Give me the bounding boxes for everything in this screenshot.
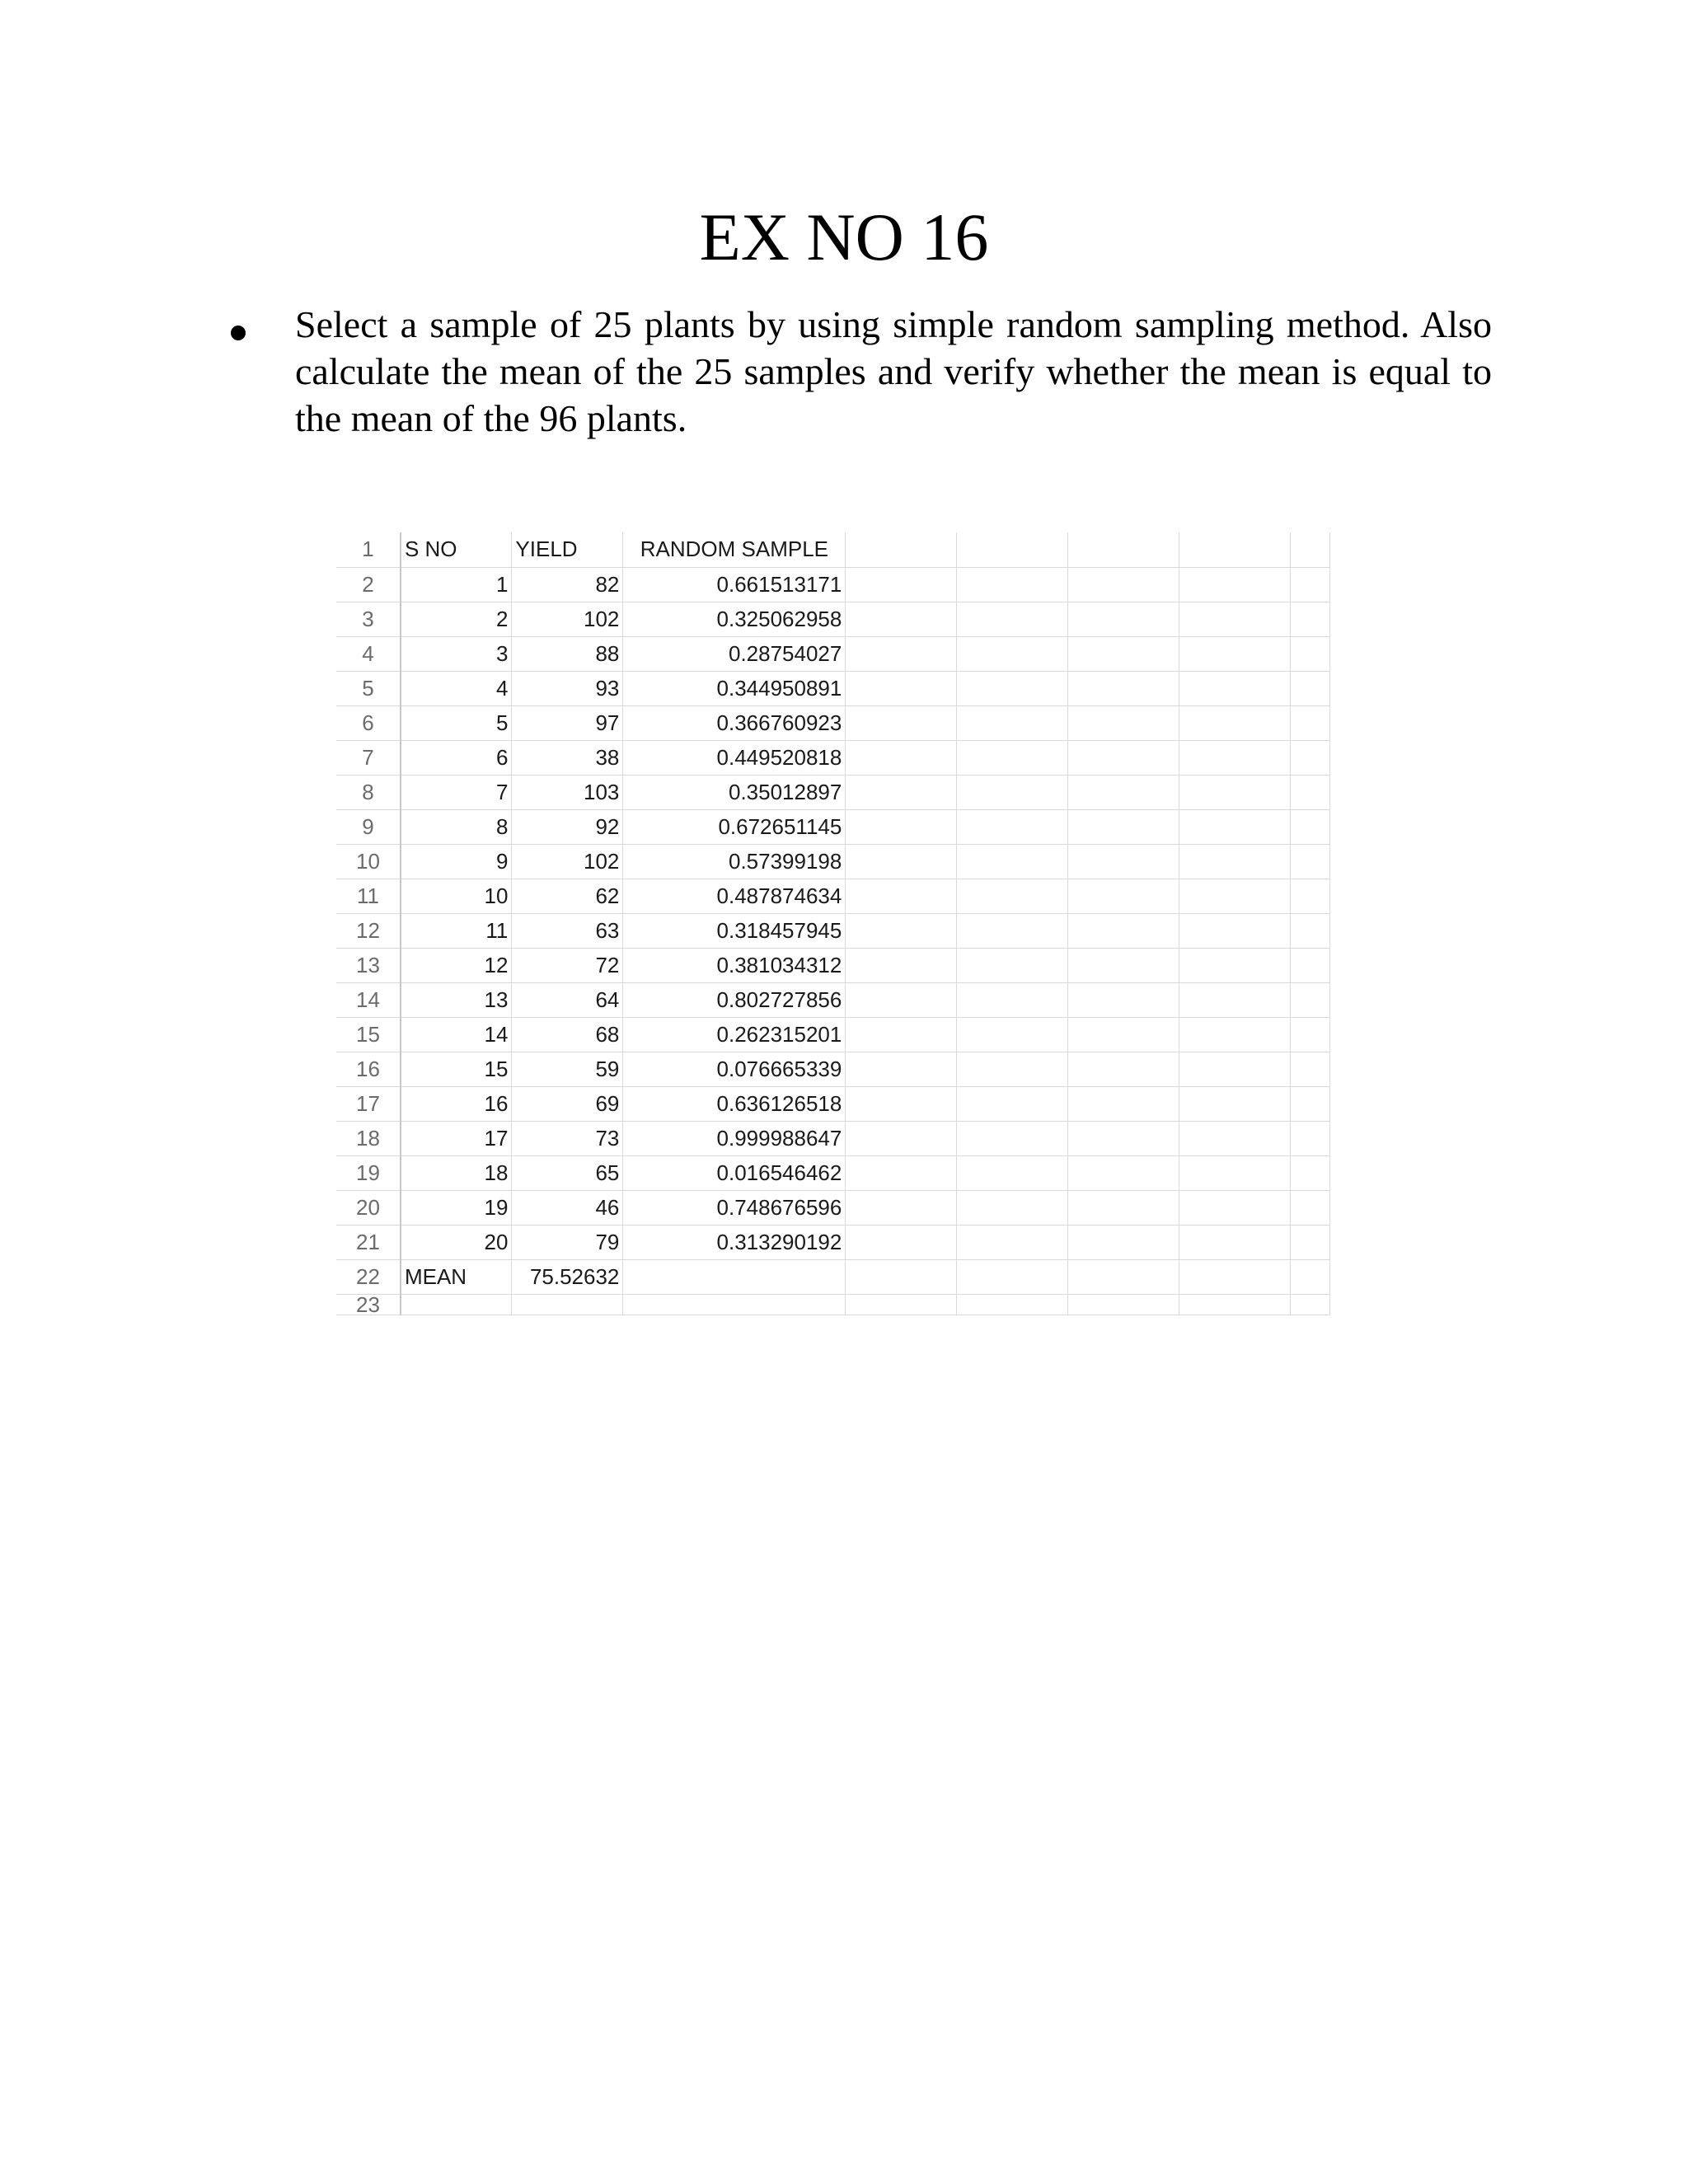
empty-cell[interactable] bbox=[1179, 844, 1291, 879]
empty-cell[interactable] bbox=[1290, 1086, 1329, 1121]
instruction-line: calculate the mean of the 25 samples and verify whether the mean is equal to bbox=[295, 350, 1492, 392]
random-sample-cell[interactable]: 0.325062958 bbox=[623, 602, 846, 636]
empty-cell[interactable] bbox=[1290, 1190, 1329, 1225]
table-row bbox=[336, 1190, 1330, 1225]
empty-cell[interactable] bbox=[957, 982, 1068, 1017]
row-number: 1 bbox=[336, 532, 401, 567]
instruction-bullet bbox=[239, 301, 1492, 442]
empty-cell[interactable] bbox=[1179, 602, 1291, 636]
table-row bbox=[336, 1155, 1330, 1190]
empty-cell[interactable] bbox=[1290, 1225, 1329, 1259]
empty-cell[interactable] bbox=[957, 532, 1068, 567]
row-number: 3 bbox=[336, 602, 401, 636]
sno-cell[interactable]: 2 bbox=[401, 602, 512, 636]
empty-cell[interactable] bbox=[957, 1225, 1068, 1259]
empty-cell[interactable] bbox=[1179, 1225, 1291, 1259]
empty-cell[interactable] bbox=[957, 844, 1068, 879]
random-sample-cell[interactable]: 0.661513171 bbox=[623, 567, 846, 602]
empty-cell[interactable] bbox=[846, 532, 957, 567]
row-number: 12 bbox=[336, 913, 401, 948]
empty-cell[interactable] bbox=[957, 671, 1068, 705]
empty-cell[interactable] bbox=[1179, 879, 1291, 913]
empty-cell[interactable] bbox=[1068, 1017, 1179, 1052]
random-sample-cell[interactable]: 0.262315201 bbox=[623, 1017, 846, 1052]
random-sample-cell[interactable]: 0.344950891 bbox=[623, 671, 846, 705]
table-row bbox=[336, 1294, 1330, 1315]
empty-cell[interactable] bbox=[1290, 913, 1329, 948]
empty-cell[interactable] bbox=[1179, 775, 1291, 809]
empty-cell[interactable] bbox=[846, 1259, 957, 1294]
empty-cell[interactable] bbox=[512, 1294, 623, 1315]
sno-cell[interactable]: 18 bbox=[401, 1155, 512, 1190]
empty-cell[interactable] bbox=[1068, 775, 1179, 809]
random-sample-cell[interactable]: 0.802727856 bbox=[623, 982, 846, 1017]
row-number: 15 bbox=[336, 1017, 401, 1052]
table-row bbox=[336, 948, 1330, 982]
row-number: 5 bbox=[336, 671, 401, 705]
row-number: 7 bbox=[336, 740, 401, 775]
row-number: 10 bbox=[336, 844, 401, 879]
random-sample-cell[interactable]: 0.999988647 bbox=[623, 1121, 846, 1155]
table-row bbox=[336, 705, 1330, 740]
empty-cell[interactable] bbox=[846, 1225, 957, 1259]
empty-cell[interactable] bbox=[1068, 1225, 1179, 1259]
sno-cell[interactable]: 7 bbox=[401, 775, 512, 809]
row-number: 4 bbox=[336, 636, 401, 671]
sno-cell[interactable]: 14 bbox=[401, 1017, 512, 1052]
row-number: 21 bbox=[336, 1225, 401, 1259]
empty-cell[interactable] bbox=[1290, 775, 1329, 809]
empty-cell[interactable] bbox=[957, 602, 1068, 636]
empty-cell[interactable] bbox=[846, 567, 957, 602]
empty-cell[interactable] bbox=[1068, 1155, 1179, 1190]
random-sample-cell[interactable]: 0.35012897 bbox=[623, 775, 846, 809]
empty-cell[interactable] bbox=[1068, 1190, 1179, 1225]
yield-cell[interactable]: 64 bbox=[512, 982, 623, 1017]
empty-cell[interactable] bbox=[1290, 1017, 1329, 1052]
empty-cell[interactable] bbox=[1068, 1086, 1179, 1121]
empty-cell[interactable] bbox=[846, 913, 957, 948]
empty-cell[interactable] bbox=[401, 1294, 512, 1315]
table-row bbox=[336, 809, 1330, 844]
random-sample-cell[interactable]: 0.28754027 bbox=[623, 636, 846, 671]
empty-cell[interactable] bbox=[957, 705, 1068, 740]
table-row bbox=[336, 913, 1330, 948]
sno-cell[interactable]: 6 bbox=[401, 740, 512, 775]
mean-value-cell[interactable]: 75.52632 bbox=[512, 1259, 623, 1294]
empty-cell[interactable] bbox=[957, 1294, 1068, 1315]
yield-cell[interactable]: 93 bbox=[512, 671, 623, 705]
empty-cell[interactable] bbox=[846, 1294, 957, 1315]
empty-cell[interactable] bbox=[846, 948, 957, 982]
empty-cell[interactable] bbox=[1068, 809, 1179, 844]
empty-cell[interactable] bbox=[846, 809, 957, 844]
empty-cell[interactable] bbox=[1179, 567, 1291, 602]
table-row bbox=[336, 567, 1330, 602]
empty-cell[interactable] bbox=[1290, 636, 1329, 671]
empty-cell[interactable] bbox=[846, 1155, 957, 1190]
header-cell-sno[interactable]: S NO bbox=[401, 532, 512, 567]
sno-cell[interactable]: 4 bbox=[401, 671, 512, 705]
random-sample-cell[interactable]: 0.381034312 bbox=[623, 948, 846, 982]
sno-cell[interactable]: 19 bbox=[401, 1190, 512, 1225]
empty-cell[interactable] bbox=[1179, 1086, 1291, 1121]
empty-cell[interactable] bbox=[957, 1052, 1068, 1086]
instruction-text bbox=[295, 301, 1492, 442]
sno-cell[interactable]: 15 bbox=[401, 1052, 512, 1086]
table-row bbox=[336, 671, 1330, 705]
table-row bbox=[336, 1086, 1330, 1121]
row-number: 23 bbox=[336, 1294, 401, 1315]
empty-cell[interactable] bbox=[1068, 844, 1179, 879]
empty-cell[interactable] bbox=[1290, 602, 1329, 636]
random-sample-cell[interactable]: 0.672651145 bbox=[623, 809, 846, 844]
empty-cell[interactable] bbox=[1068, 567, 1179, 602]
spreadsheet bbox=[336, 532, 1330, 1324]
empty-cell[interactable] bbox=[957, 740, 1068, 775]
instruction-line: the mean of the 96 plants. bbox=[295, 397, 687, 439]
empty-cell[interactable] bbox=[957, 1190, 1068, 1225]
sno-cell[interactable]: 10 bbox=[401, 879, 512, 913]
empty-cell[interactable] bbox=[1068, 1052, 1179, 1086]
empty-cell[interactable] bbox=[957, 1121, 1068, 1155]
empty-cell[interactable] bbox=[1290, 532, 1329, 567]
empty-cell[interactable] bbox=[957, 913, 1068, 948]
empty-cell[interactable] bbox=[846, 844, 957, 879]
empty-cell[interactable] bbox=[1068, 602, 1179, 636]
empty-cell[interactable] bbox=[1179, 671, 1291, 705]
empty-cell[interactable] bbox=[846, 1017, 957, 1052]
empty-cell[interactable] bbox=[1179, 1052, 1291, 1086]
bullet-icon bbox=[231, 326, 246, 340]
sno-cell[interactable]: 11 bbox=[401, 913, 512, 948]
yield-cell[interactable]: 102 bbox=[512, 844, 623, 879]
table-row bbox=[336, 775, 1330, 809]
sno-cell[interactable]: 8 bbox=[401, 809, 512, 844]
mean-label-cell[interactable]: MEAN bbox=[401, 1259, 512, 1294]
empty-cell[interactable] bbox=[957, 809, 1068, 844]
empty-cell[interactable] bbox=[623, 1294, 846, 1315]
empty-cell[interactable] bbox=[1179, 1190, 1291, 1225]
random-sample-cell[interactable]: 0.016546462 bbox=[623, 1155, 846, 1190]
empty-cell[interactable] bbox=[1179, 982, 1291, 1017]
yield-cell[interactable]: 79 bbox=[512, 1225, 623, 1259]
empty-cell[interactable] bbox=[957, 1086, 1068, 1121]
empty-cell[interactable] bbox=[1179, 705, 1291, 740]
empty-cell[interactable] bbox=[1290, 1121, 1329, 1155]
row-number: 14 bbox=[336, 982, 401, 1017]
yield-cell[interactable]: 92 bbox=[512, 809, 623, 844]
empty-cell[interactable] bbox=[846, 1190, 957, 1225]
empty-cell[interactable] bbox=[1290, 982, 1329, 1017]
row-number: 17 bbox=[336, 1086, 401, 1121]
table-row bbox=[336, 1052, 1330, 1086]
row-number: 16 bbox=[336, 1052, 401, 1086]
empty-cell[interactable] bbox=[623, 1259, 846, 1294]
row-number: 9 bbox=[336, 809, 401, 844]
empty-cell[interactable] bbox=[1290, 1052, 1329, 1086]
sno-cell[interactable]: 20 bbox=[401, 1225, 512, 1259]
empty-cell[interactable] bbox=[1179, 809, 1291, 844]
empty-cell[interactable] bbox=[1068, 913, 1179, 948]
empty-cell[interactable] bbox=[1290, 1155, 1329, 1190]
table-row bbox=[336, 1017, 1330, 1052]
empty-cell[interactable] bbox=[1179, 1121, 1291, 1155]
table-row bbox=[336, 879, 1330, 913]
empty-cell[interactable] bbox=[1179, 740, 1291, 775]
table-row bbox=[336, 740, 1330, 775]
yield-cell[interactable]: 103 bbox=[512, 775, 623, 809]
empty-cell[interactable] bbox=[1068, 948, 1179, 982]
empty-cell[interactable] bbox=[1068, 740, 1179, 775]
row-number: 2 bbox=[336, 567, 401, 602]
yield-cell[interactable]: 38 bbox=[512, 740, 623, 775]
table-row bbox=[336, 602, 1330, 636]
row-number: 13 bbox=[336, 948, 401, 982]
empty-cell[interactable] bbox=[957, 1017, 1068, 1052]
yield-cell[interactable]: 68 bbox=[512, 1017, 623, 1052]
empty-cell[interactable] bbox=[1179, 636, 1291, 671]
table-row bbox=[336, 844, 1330, 879]
yield-cell[interactable]: 62 bbox=[512, 879, 623, 913]
random-sample-cell[interactable]: 0.318457945 bbox=[623, 913, 846, 948]
empty-cell[interactable] bbox=[957, 1155, 1068, 1190]
empty-cell[interactable] bbox=[957, 1259, 1068, 1294]
sno-cell[interactable]: 17 bbox=[401, 1121, 512, 1155]
yield-cell[interactable]: 63 bbox=[512, 913, 623, 948]
empty-cell[interactable] bbox=[1068, 636, 1179, 671]
empty-cell[interactable] bbox=[957, 948, 1068, 982]
random-sample-cell[interactable]: 0.076665339 bbox=[623, 1052, 846, 1086]
empty-cell[interactable] bbox=[957, 567, 1068, 602]
empty-cell[interactable] bbox=[1068, 1259, 1179, 1294]
empty-cell[interactable] bbox=[1290, 844, 1329, 879]
empty-cell[interactable] bbox=[1290, 1259, 1329, 1294]
table-row bbox=[336, 1225, 1330, 1259]
random-sample-cell[interactable]: 0.449520818 bbox=[623, 740, 846, 775]
table-row bbox=[336, 636, 1330, 671]
yield-cell[interactable]: 69 bbox=[512, 1086, 623, 1121]
empty-cell[interactable] bbox=[846, 671, 957, 705]
empty-cell[interactable] bbox=[1068, 1294, 1179, 1315]
sno-cell[interactable]: 1 bbox=[401, 567, 512, 602]
empty-cell[interactable] bbox=[1290, 948, 1329, 982]
empty-cell[interactable] bbox=[1290, 705, 1329, 740]
yield-cell[interactable]: 59 bbox=[512, 1052, 623, 1086]
empty-cell[interactable] bbox=[1068, 705, 1179, 740]
empty-cell[interactable] bbox=[1179, 1294, 1291, 1315]
empty-cell[interactable] bbox=[1179, 948, 1291, 982]
yield-cell[interactable]: 73 bbox=[512, 1121, 623, 1155]
sno-cell[interactable]: 5 bbox=[401, 705, 512, 740]
sno-cell[interactable]: 9 bbox=[401, 844, 512, 879]
empty-cell[interactable] bbox=[1290, 567, 1329, 602]
yield-cell[interactable]: 65 bbox=[512, 1155, 623, 1190]
empty-cell[interactable] bbox=[846, 879, 957, 913]
empty-cell[interactable] bbox=[1290, 740, 1329, 775]
row-number: 18 bbox=[336, 1121, 401, 1155]
random-sample-cell[interactable]: 0.313290192 bbox=[623, 1225, 846, 1259]
random-sample-cell[interactable]: 0.366760923 bbox=[623, 705, 846, 740]
empty-cell[interactable] bbox=[846, 982, 957, 1017]
empty-cell[interactable] bbox=[1068, 982, 1179, 1017]
empty-cell[interactable] bbox=[1068, 532, 1179, 567]
row-number: 6 bbox=[336, 705, 401, 740]
empty-cell[interactable] bbox=[1290, 671, 1329, 705]
random-sample-cell[interactable]: 0.57399198 bbox=[623, 844, 846, 879]
empty-cell[interactable] bbox=[846, 1086, 957, 1121]
empty-cell[interactable] bbox=[1290, 879, 1329, 913]
empty-cell[interactable] bbox=[957, 775, 1068, 809]
row-number: 11 bbox=[336, 879, 401, 913]
sno-cell[interactable]: 13 bbox=[401, 982, 512, 1017]
empty-cell[interactable] bbox=[1179, 1155, 1291, 1190]
yield-cell[interactable]: 72 bbox=[512, 948, 623, 982]
empty-cell[interactable] bbox=[957, 636, 1068, 671]
empty-cell[interactable] bbox=[846, 775, 957, 809]
empty-cell[interactable] bbox=[846, 1121, 957, 1155]
empty-cell[interactable] bbox=[1179, 1017, 1291, 1052]
sno-cell[interactable]: 3 bbox=[401, 636, 512, 671]
empty-cell[interactable] bbox=[1068, 671, 1179, 705]
empty-cell[interactable] bbox=[1290, 809, 1329, 844]
empty-cell[interactable] bbox=[1179, 532, 1291, 567]
yield-cell[interactable]: 82 bbox=[512, 567, 623, 602]
yield-cell[interactable]: 102 bbox=[512, 602, 623, 636]
instruction-line: Select a sample of 25 plants by using simple random sampling method. Also bbox=[295, 303, 1492, 345]
random-sample-cell[interactable]: 0.636126518 bbox=[623, 1086, 846, 1121]
page-title: EX NO 16 bbox=[699, 199, 989, 274]
row-number: 8 bbox=[336, 775, 401, 809]
yield-cell[interactable]: 46 bbox=[512, 1190, 623, 1225]
table-row bbox=[336, 982, 1330, 1017]
mean-row bbox=[336, 1259, 1330, 1294]
empty-cell[interactable] bbox=[1068, 1121, 1179, 1155]
header-cell-yield[interactable]: YIELD bbox=[512, 532, 623, 567]
empty-cell[interactable] bbox=[1290, 1294, 1329, 1315]
empty-cell[interactable] bbox=[846, 602, 957, 636]
row-number: 22 bbox=[336, 1259, 401, 1294]
spreadsheet-body bbox=[336, 532, 1330, 1315]
empty-cell[interactable] bbox=[846, 636, 957, 671]
yield-cell[interactable]: 97 bbox=[512, 705, 623, 740]
yield-cell[interactable]: 88 bbox=[512, 636, 623, 671]
empty-cell[interactable] bbox=[846, 705, 957, 740]
row-number: 20 bbox=[336, 1190, 401, 1225]
header-row bbox=[336, 532, 1330, 567]
table-row bbox=[336, 1121, 1330, 1155]
sno-cell[interactable]: 12 bbox=[401, 948, 512, 982]
empty-cell[interactable] bbox=[957, 879, 1068, 913]
random-sample-cell[interactable]: 0.748676596 bbox=[623, 1190, 846, 1225]
spreadsheet-grid bbox=[336, 532, 1330, 1315]
sno-cell[interactable]: 16 bbox=[401, 1086, 512, 1121]
row-number: 19 bbox=[336, 1155, 401, 1190]
empty-cell[interactable] bbox=[1068, 879, 1179, 913]
empty-cell[interactable] bbox=[1179, 913, 1291, 948]
header-cell-random-sample[interactable]: RANDOM SAMPLE bbox=[623, 532, 846, 567]
empty-cell[interactable] bbox=[846, 740, 957, 775]
empty-cell[interactable] bbox=[846, 1052, 957, 1086]
random-sample-cell[interactable]: 0.487874634 bbox=[623, 879, 846, 913]
empty-cell[interactable] bbox=[1179, 1259, 1291, 1294]
